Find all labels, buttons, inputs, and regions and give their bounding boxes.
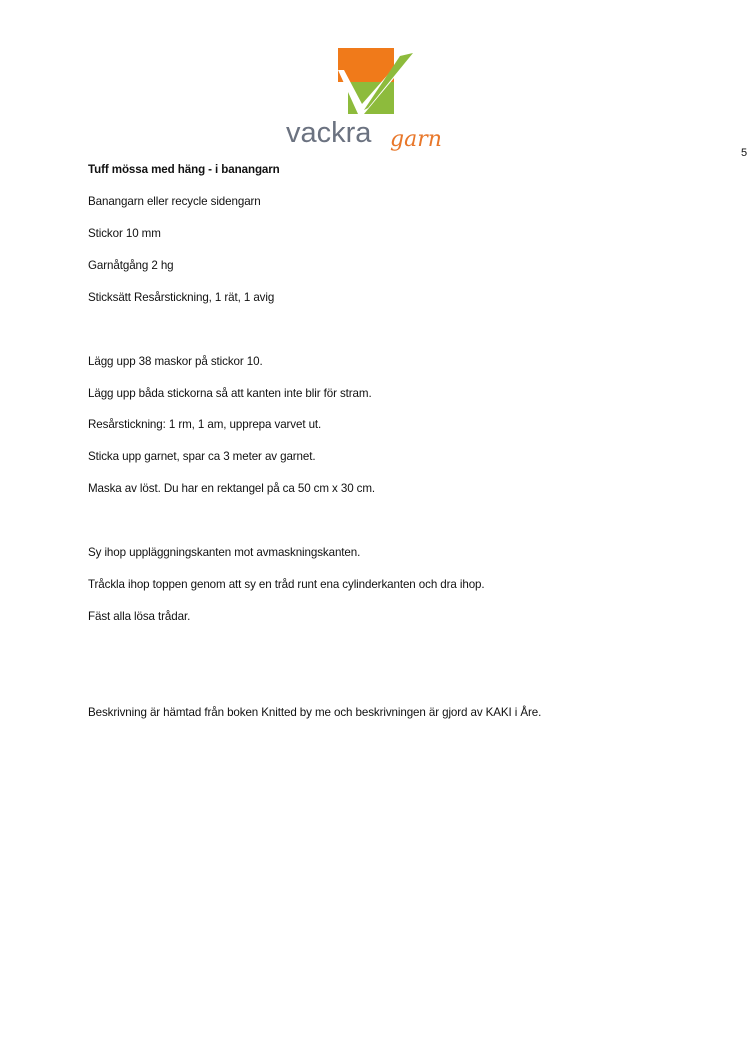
instruction-step: Sticka upp garnet, spar ca 3 meter av garnet.: [88, 450, 316, 463]
needles-line: Stickor 10 mm: [88, 227, 161, 240]
yarn-amount-line: Garnåtgång 2 hg: [88, 259, 174, 272]
yarn-line: Banangarn eller recycle sidengarn: [88, 195, 261, 208]
credit-line: Beskrivning är hämtad från boken Knitted by me och beskrivningen är gjord av KAKI i Åre.: [88, 706, 542, 719]
instruction-step: Resårstickning: 1 rm, 1 am, upprepa varvet ut.: [88, 418, 322, 431]
stitch-pattern-line: Sticksätt Resårstickning, 1 rät, 1 avig: [88, 291, 275, 304]
page-number: 5: [741, 147, 747, 159]
finishing-step: Sy ihop uppläggningskanten mot avmaskningskanten.: [88, 546, 361, 559]
vackra-garn-logo: [282, 44, 472, 156]
finishing-step: Fäst alla lösa trådar.: [88, 610, 191, 623]
instruction-step: Lägg upp 38 maskor på stickor 10.: [88, 355, 263, 368]
logo-graphic: [282, 44, 472, 156]
document-title: Tuff mössa med häng - i banangarn: [88, 163, 280, 176]
instruction-step: Lägg upp båda stickorna så att kanten inte blir för stram.: [88, 387, 372, 400]
finishing-step: Tråckla ihop toppen genom att sy en tråd runt ena cylinderkanten och dra ihop.: [88, 578, 485, 591]
logo-script-word: garn: [390, 127, 442, 152]
instruction-step: Maska av löst. Du har en rektangel på ca 50 cm x 30 cm.: [88, 482, 376, 495]
logo-brand-word: vackra: [286, 117, 372, 149]
